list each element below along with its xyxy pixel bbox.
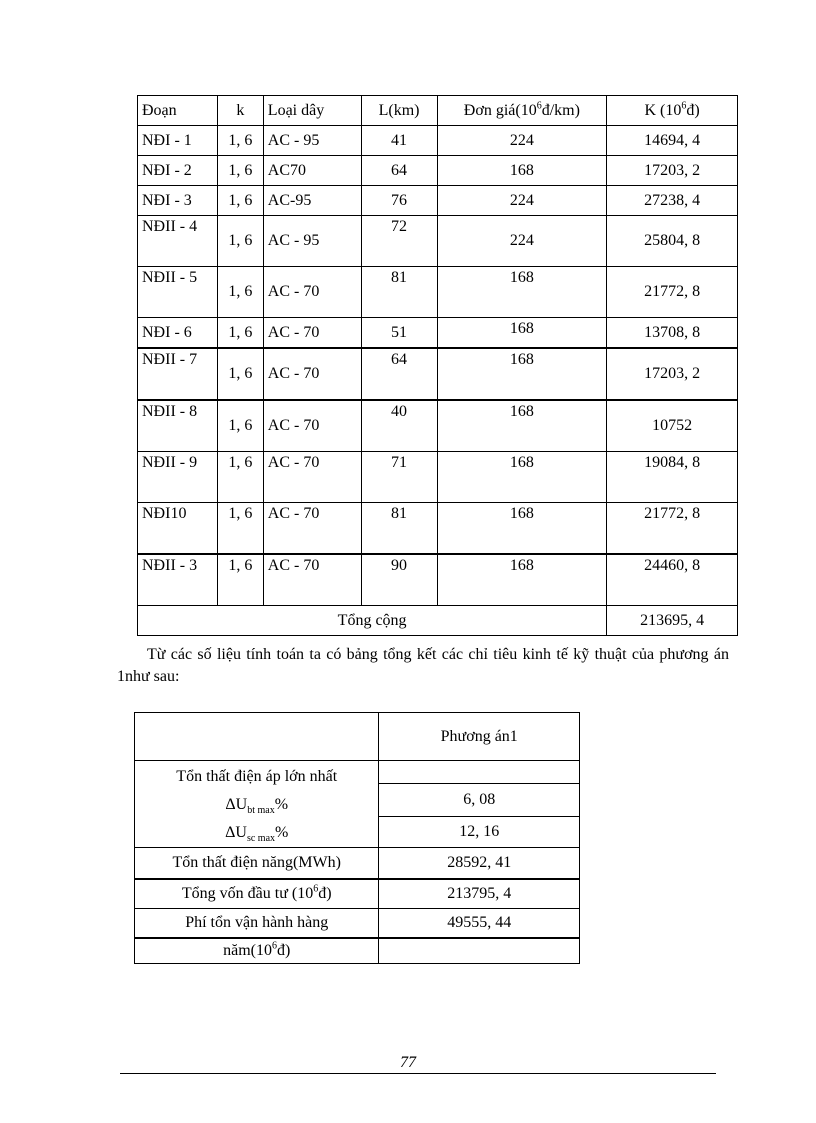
cell-loai-day: AC - 70 <box>263 318 361 349</box>
table-row <box>138 156 738 186</box>
cell-k: 1, 6 <box>217 126 263 156</box>
table-row <box>135 879 580 909</box>
cell-don-gia: 168 <box>437 452 607 503</box>
cell-loai-day: AC - 95 <box>263 216 361 267</box>
cell-doan: NĐI10 <box>138 503 218 555</box>
cell-doan: NĐII - 5 <box>138 267 218 318</box>
table-row <box>138 400 738 452</box>
cell-loai-day: AC - 70 <box>263 348 361 400</box>
paragraph-text: Từ các số liệu tính toán ta có bảng tổng kết các chỉ tiêu kinh tế kỹ thuật của phương án 1như sau: <box>117 646 729 685</box>
investment-label: Tổng vốn đầu tư $(10^6đ)$ <box>135 879 379 909</box>
energy-loss-label: Tổn thất điện năng(MWh) <box>135 848 379 879</box>
voltage-loss-value-blank <box>379 761 580 784</box>
cell-loai-day: AC - 70 <box>263 503 361 555</box>
table-row <box>138 503 738 555</box>
table-row <box>135 938 580 964</box>
cell-k-total: 25804, 8 <box>607 216 738 267</box>
col-header-loai-day: Loại dây <box>263 96 361 126</box>
summary-header-blank <box>135 713 379 761</box>
operating-value-blank <box>379 938 580 964</box>
cell-k: 1, 6 <box>217 156 263 186</box>
cell-loai-day: AC - 70 <box>263 400 361 452</box>
total-label: Tổng cộng <box>138 606 607 636</box>
cell-k-total: 21772, 8 <box>607 503 738 555</box>
cell-k-total: 17203, 2 <box>607 348 738 400</box>
summary-paragraph <box>117 644 729 688</box>
cell-k: 1, 6 <box>217 267 263 318</box>
cell-k: 1, 6 <box>217 400 263 452</box>
cell-don-gia: 168 <box>437 554 607 606</box>
cell-loai-day: AC - 70 <box>263 554 361 606</box>
cell-k-total: 21772, 8 <box>607 267 738 318</box>
table-row <box>135 848 580 879</box>
table-header-row <box>138 96 738 126</box>
table-row <box>138 267 738 318</box>
cell-don-gia: 168 <box>437 400 607 452</box>
col-header-doan: Đoạn <box>138 96 218 126</box>
cell-l: 51 <box>361 318 437 349</box>
cell-don-gia: 168 <box>437 348 607 400</box>
table-row <box>135 909 580 938</box>
cell-l: 71 <box>361 452 437 503</box>
summary-header-row <box>135 713 580 761</box>
col-header-k: k <box>217 96 263 126</box>
cell-k: 1, 6 <box>217 452 263 503</box>
total-value: 213695, 4 <box>607 606 738 636</box>
du-sc-value: 12, 16 <box>379 817 580 848</box>
cell-don-gia: 168 <box>437 318 607 349</box>
table-row <box>135 761 580 784</box>
cell-don-gia: 168 <box>437 267 607 318</box>
summary-table <box>134 712 580 964</box>
du-bt-label: $\Delta U_{bt max}\%$ <box>225 796 289 817</box>
energy-loss-value: 28592, 41 <box>379 848 580 879</box>
cell-k-total: 13708, 8 <box>607 318 738 349</box>
table-row <box>138 348 738 400</box>
cell-l: 64 <box>361 156 437 186</box>
cell-l: 40 <box>361 400 437 452</box>
cell-k-total: 10752 <box>607 400 738 452</box>
cell-loai-day: AC-95 <box>263 186 361 216</box>
cell-k: 1, 6 <box>217 186 263 216</box>
cell-l: 90 <box>361 554 437 606</box>
summary-header-phuong-an: Phương án1 <box>379 713 580 761</box>
table-row <box>138 318 738 349</box>
cell-l: 72 <box>361 216 437 267</box>
cell-l: 81 <box>361 267 437 318</box>
cell-don-gia: 168 <box>437 156 607 186</box>
operating-label-line2: $năm(10^6đ)$ <box>135 938 379 964</box>
table-row <box>138 452 738 503</box>
col-header-k-total: K $(10^6đ)$ <box>607 96 738 126</box>
cell-doan: NĐI - 6 <box>138 318 218 349</box>
cell-k-total: 27238, 4 <box>607 186 738 216</box>
total-row <box>138 606 738 636</box>
table-row <box>138 126 738 156</box>
cell-k: 1, 6 <box>217 216 263 267</box>
cell-l: 76 <box>361 186 437 216</box>
du-sc-label: $\Delta U_{sc max}\%$ <box>225 824 289 845</box>
cell-doan: NĐII - 9 <box>138 452 218 503</box>
operating-value: 49555, 44 <box>379 909 580 938</box>
footer-divider <box>120 1073 716 1074</box>
table-row <box>138 554 738 606</box>
operating-label-line1: Phí tổn vận hành hàng <box>135 909 379 938</box>
cell-don-gia: 224 <box>437 186 607 216</box>
cell-loai-day: AC70 <box>263 156 361 186</box>
cell-loai-day: AC - 70 <box>263 267 361 318</box>
cell-k-total: 24460, 8 <box>607 554 738 606</box>
du-bt-value: 6, 08 <box>379 783 580 817</box>
cell-doan: NĐI - 1 <box>138 126 218 156</box>
cell-l: 64 <box>361 348 437 400</box>
col-header-don-gia: Đơn $giá(10^6đ/km)$ <box>437 96 607 126</box>
cell-l: 41 <box>361 126 437 156</box>
cost-table <box>137 95 738 636</box>
cell-doan: NĐI - 3 <box>138 186 218 216</box>
investment-value: 213795, 4 <box>379 879 580 909</box>
cell-k-total: 17203, 2 <box>607 156 738 186</box>
table-row <box>138 186 738 216</box>
cell-k-total: 19084, 8 <box>607 452 738 503</box>
col-header-l: L(km) <box>361 96 437 126</box>
cell-k: 1, 6 <box>217 318 263 349</box>
cell-k: 1, 6 <box>217 554 263 606</box>
cell-loai-day: AC - 95 <box>263 126 361 156</box>
cell-doan: NĐII - 8 <box>138 400 218 452</box>
cell-k-total: 14694, 4 <box>607 126 738 156</box>
cell-don-gia: 224 <box>437 126 607 156</box>
voltage-loss-label: Tổn thất điện áp lớn nhất <box>176 768 338 785</box>
cell-don-gia: 224 <box>437 216 607 267</box>
cell-l: 81 <box>361 503 437 555</box>
cell-don-gia: 168 <box>437 503 607 555</box>
cell-doan: NĐII - 4 <box>138 216 218 267</box>
voltage-loss-label-cell <box>135 761 379 848</box>
cell-doan: NĐII - 7 <box>138 348 218 400</box>
cell-doan: NĐII - 3 <box>138 554 218 606</box>
page-number: 77 <box>400 1054 416 1071</box>
cell-loai-day: AC - 70 <box>263 452 361 503</box>
cell-k: 1, 6 <box>217 503 263 555</box>
cell-k: 1, 6 <box>217 348 263 400</box>
cell-doan: NĐI - 2 <box>138 156 218 186</box>
table-row <box>138 216 738 267</box>
